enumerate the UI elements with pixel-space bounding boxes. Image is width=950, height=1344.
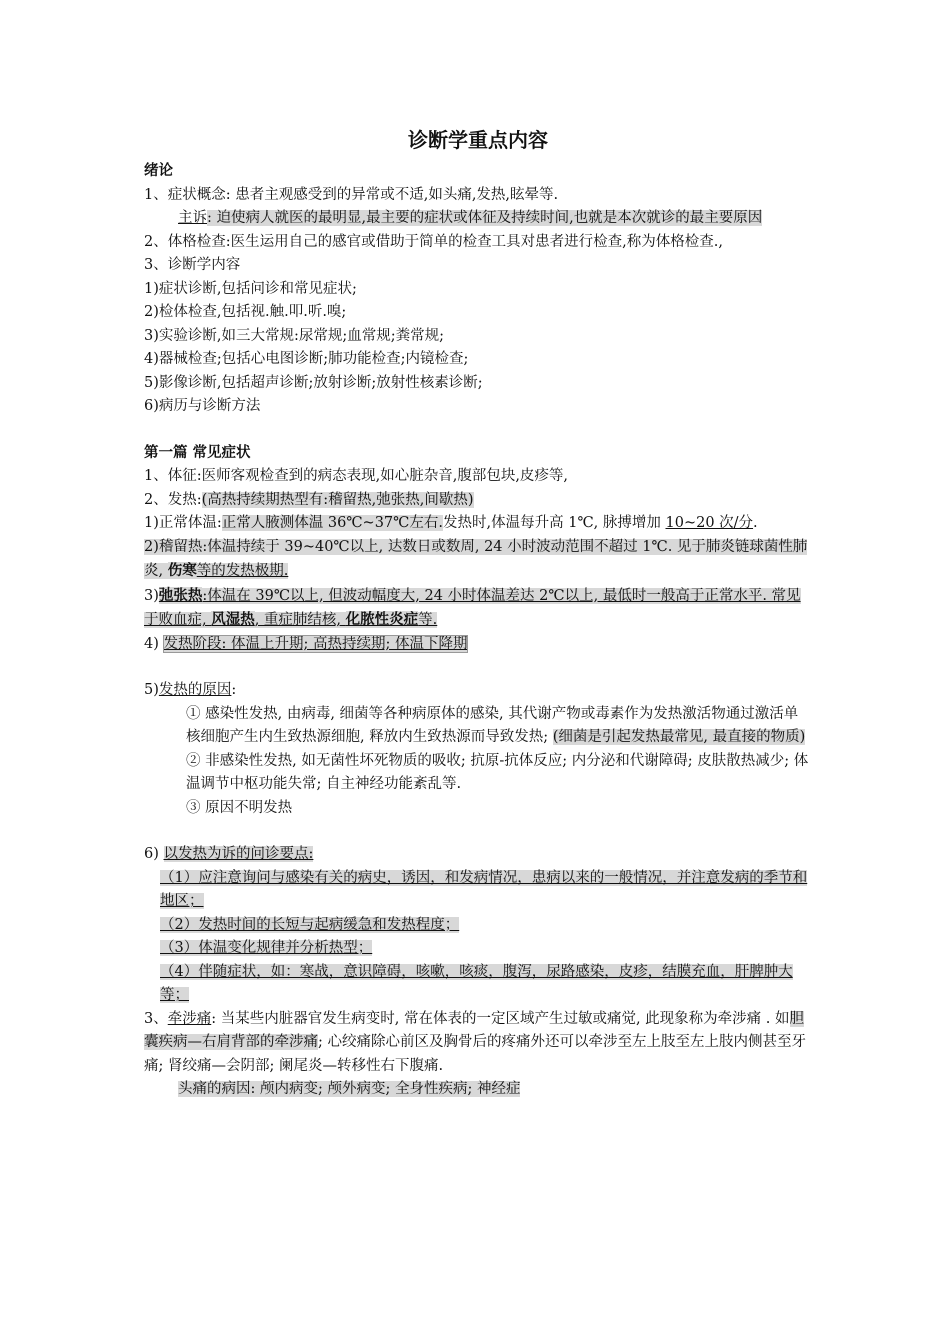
list-item: 3)实验诊断,如三大常规:尿常规;血常规;粪常规;	[144, 327, 445, 344]
list-item: 2)检体检查,包括视.触.叩.听.嗅;	[144, 304, 347, 320]
symptom-definition: 1、症状概念: 患者主观感受到的异常或不适,如头痛,发热,眩晕等.	[144, 186, 559, 203]
inquiry-points	[144, 843, 812, 867]
referred-label: 牵涉痛	[167, 1010, 212, 1027]
stage-index: 4)	[144, 635, 164, 652]
spacer	[144, 820, 812, 843]
cause-label: 发热的原因	[158, 682, 232, 698]
remittent-text: :体温在 39℃以上, 但波动幅度大, 24 小时体温差达 2℃以上, 最低时一般高于正常水平. 常见于败血症,	[144, 587, 801, 628]
inquiry-label: 以发热为诉的问诊要点:	[163, 846, 314, 862]
headache-causes	[144, 1078, 812, 1102]
spacer	[144, 656, 812, 679]
infectious-fever	[144, 703, 812, 750]
inquiry-item	[144, 937, 812, 961]
continued-fever-tail: 等的发热极期.	[196, 563, 289, 579]
inquiry-item	[144, 961, 812, 1008]
list-item: 1)症状诊断,包括问诊和常见症状;	[144, 280, 357, 297]
remittent-fever	[144, 584, 812, 633]
chief-complaint-text: : 迫使病人就医的最明显,最主要的症状或体征及持续时间,也就是本次就诊的最主要原因	[207, 210, 763, 226]
section-heading-part1: 第一篇 常见症状	[144, 444, 251, 461]
remittent-index: 3)	[144, 587, 159, 604]
period: .	[753, 515, 758, 531]
inquiry-item	[144, 914, 812, 938]
purulent-inflammation: 化脓性炎症	[345, 611, 419, 628]
normal-temp-range: 正常人腋测体温 36℃~37℃左右.	[221, 515, 443, 531]
chief-complaint	[144, 207, 812, 231]
rheumatic-fever: 风湿热	[211, 611, 255, 628]
gallbladder-referred: 胆囊疾病—右肩背部的牵涉痛	[144, 1010, 804, 1050]
remittent-tail: 等.	[418, 612, 438, 628]
page-title: 诊断学重点内容	[408, 128, 548, 152]
pulse-increase: 10~20 次/分	[665, 515, 754, 531]
fever-line	[144, 489, 812, 513]
fever-stages	[144, 633, 812, 657]
colon: :	[231, 682, 237, 698]
referred-pain	[144, 1008, 812, 1079]
referred-index: 3、	[144, 1010, 168, 1027]
inquiry-item-text: （2）发热时间的长短与起病缓急和发热程度；	[160, 916, 460, 933]
normal-temp-pulse: 发热时,体温每升高 1℃, 脉搏增加	[443, 515, 666, 531]
referred-tail: ; 心绞痛除心前区及胸骨后的疼痛外还可以牵涉至左上肢至左上肢内侧甚至牙痛; 肾绞痛—会阴部; 阑尾炎—转移性右下腹痛.	[144, 1034, 806, 1074]
fever-types: (高热持续期热型有:稽留热,弛张热,间歇热)	[201, 491, 474, 508]
remittent-label: 弛张热	[158, 586, 203, 604]
continued-fever-text: 2)稽留热:体温持续于 39~40℃以上, 达数日或数周, 24 小时波动范围不超过 1℃. 见于肺炎链球菌性肺炎,	[144, 538, 808, 579]
infectious-fever-text: ① 感染性发热, 由病毒, 细菌等各种病原体的感染, 其代谢产物或毒素作为发热激活物通过激活单核细胞产生内生致热源细胞, 释放内生致热源而导致发热;	[186, 705, 799, 745]
headache-text: 头痛的病因: 颅内病变; 颅外病变; 全身性疾病; 神经症	[178, 1081, 521, 1097]
section-heading-intro: 绪论	[144, 163, 173, 179]
list-item: 6)病历与诊断方法	[144, 398, 261, 414]
referred-text: : 当某些内脏器官发生病变时, 常在体表的一定区域产生过敏或痛觉, 此现象称为牵涉痛 . 如	[211, 1010, 790, 1027]
remittent-mid: , 重症肺结核,	[254, 612, 346, 628]
inquiry-item-text: （4）伴随症状，如：寒战，意识障碍，咳嗽，咳痰，腹泻，尿路感染，皮疹，结膜充血，肝脾肿大等；	[160, 963, 793, 1003]
normal-temperature	[144, 512, 812, 536]
list-item: 4)器械检查;包括心电图诊断;肺功能检查;内镜检查;	[144, 351, 469, 367]
non-infectious-fever: ② 非感染性发热, 如无菌性坏死物质的吸收; 抗原-抗体反应; 内分泌和代谢障碍; 皮肤散热减少; 体温调节中枢功能失常; 自主神经功能紊乱等.	[186, 752, 809, 792]
normal-temp-label: 1)正常体温:	[144, 515, 222, 531]
inquiry-item-text: （1）应注意询问与感染有关的病史，诱因，和发病情况，患病以来的一般情况，并注意发病的季节和地区；	[160, 869, 808, 909]
bacteria-note: (细菌是引起发热最常见, 最直接的物质)	[552, 729, 806, 745]
list-item: 5)影像诊断,包括超声诊断;放射诊断;放射性核素诊断;	[144, 374, 483, 391]
continued-fever	[144, 536, 812, 584]
fever-label: 2、发热:	[144, 491, 202, 508]
document-body	[144, 124, 812, 1102]
inquiry-index: 6)	[144, 846, 164, 862]
chief-complaint-label: 主诉	[178, 210, 207, 226]
inquiry-item-text: （3）体温变化规律并分析热型；	[160, 940, 373, 956]
fever-causes	[144, 679, 812, 703]
stage-text: 发热阶段: 体温上升期; 高热持续期; 体温下降期	[163, 635, 468, 652]
typhoid: 伤寒	[167, 562, 197, 579]
spacer	[144, 419, 812, 442]
physical-exam-definition: 2、体格检查:医生运用自己的感官或借助于简单的检查工具对患者进行检查,称为体格检查.,	[144, 233, 723, 250]
diagnostics-content-heading: 3、诊断学内容	[144, 257, 241, 273]
cause-index: 5)	[144, 682, 159, 698]
unknown-fever: ③ 原因不明发热	[186, 799, 293, 816]
sign-definition: 1、体征:医师客观检查到的病态表现,如心脏杂音,腹部包块,皮疹等,	[144, 468, 569, 484]
inquiry-item	[144, 867, 812, 914]
